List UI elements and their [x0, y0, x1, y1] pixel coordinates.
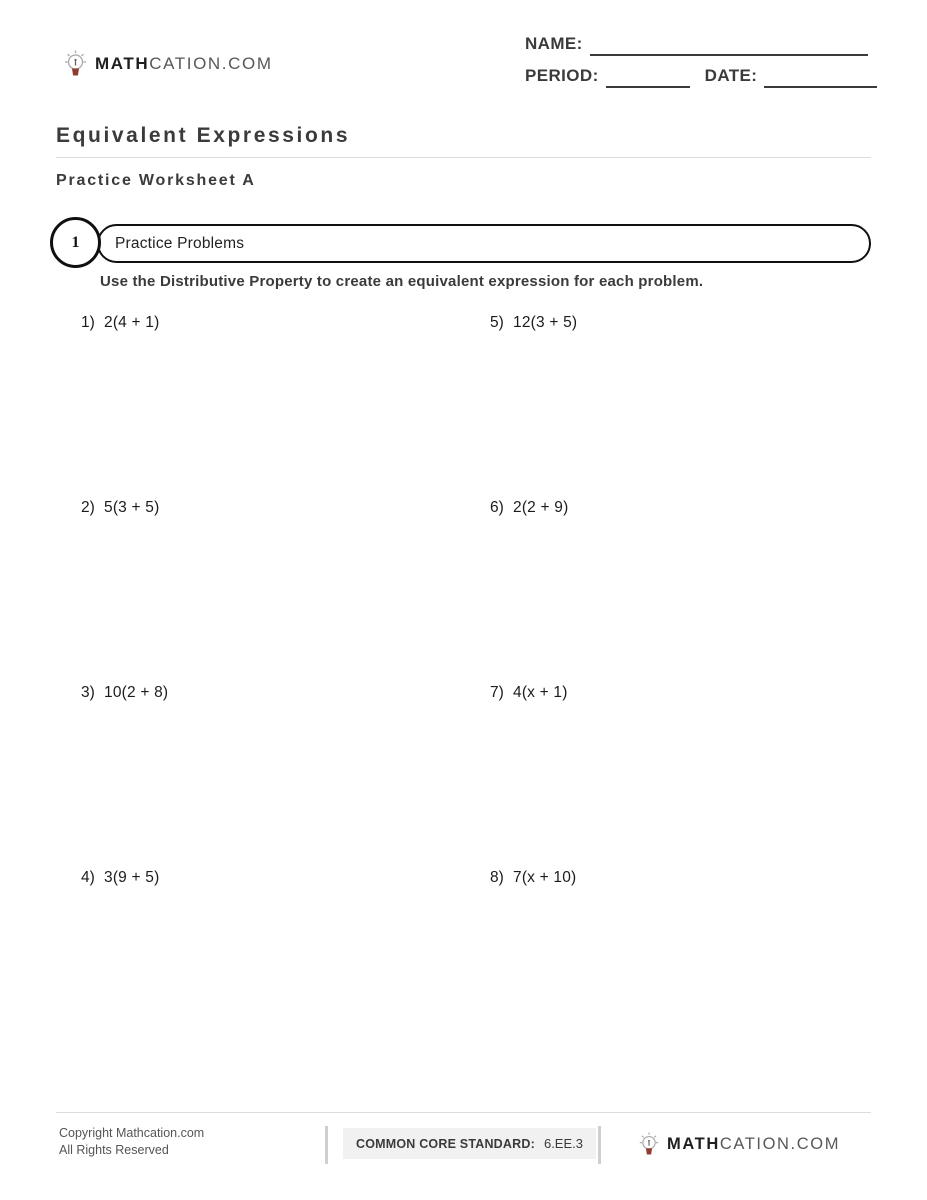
problem-6	[490, 499, 577, 684]
problem-3	[81, 684, 490, 869]
problems-grid	[81, 314, 577, 1054]
problem-2	[81, 499, 490, 684]
problem-number: 6)	[490, 499, 504, 516]
worksheet-subtitle: Practice Worksheet A	[56, 172, 256, 189]
problem-expression: 4(x + 1)	[513, 684, 568, 701]
problem-1	[81, 314, 490, 499]
period-label: PERIOD:	[525, 66, 599, 85]
name-row	[525, 32, 868, 56]
problem-number: 2)	[81, 499, 95, 516]
footer-divider	[56, 1112, 871, 1113]
name-blank-line[interactable]	[590, 34, 868, 56]
problem-expression: 2(2 + 9)	[513, 499, 569, 516]
footer-logo	[638, 1130, 840, 1158]
copyright-line-1: Copyright Mathcation.com	[59, 1126, 205, 1140]
date-label: DATE:	[704, 66, 758, 85]
section-instruction: Use the Distributive Property to create an equivalent expression for each problem.	[100, 273, 704, 290]
problem-expression: 7(x + 10)	[513, 869, 577, 886]
brand-wordmark: MATHCATION.COM	[667, 1134, 841, 1153]
problem-number: 8)	[490, 869, 504, 886]
problem-expression: 5(3 + 5)	[104, 499, 160, 516]
title-divider	[56, 157, 871, 158]
problem-number: 5)	[490, 314, 504, 331]
problem-8	[490, 869, 577, 1054]
footer-vertical-divider-left	[325, 1126, 328, 1164]
page-title: Equivalent Expressions	[56, 124, 351, 147]
problem-4	[81, 869, 490, 1054]
period-blank-line[interactable]	[606, 66, 690, 88]
section-number-badge	[50, 217, 101, 268]
problem-number: 4)	[81, 869, 95, 886]
standard-value: 6.EE.3	[543, 1136, 583, 1151]
section-label: Practice Problems	[115, 234, 245, 252]
problem-expression: 10(2 + 8)	[104, 684, 169, 701]
footer-vertical-divider-right	[598, 1126, 601, 1164]
date-blank-line[interactable]	[764, 66, 877, 88]
name-label: NAME:	[525, 34, 583, 53]
problem-number: 3)	[81, 684, 95, 701]
copyright-line-2: All Rights Reserved	[59, 1142, 169, 1157]
problem-number: 7)	[490, 684, 504, 701]
copyright-block	[59, 1125, 204, 1158]
problem-expression: 3(9 + 5)	[104, 869, 160, 886]
brand-wordmark: MATHCATION.COM	[95, 53, 273, 73]
section-banner	[97, 224, 871, 263]
section-number: 1	[71, 233, 80, 251]
lightbulb-icon	[63, 48, 88, 79]
period-date-row	[525, 64, 877, 88]
problem-expression: 2(4 + 1)	[104, 314, 160, 331]
standard-label: COMMON CORE STANDARD:	[356, 1136, 535, 1151]
problem-number: 1)	[81, 314, 95, 331]
problem-expression: 12(3 + 5)	[513, 314, 578, 331]
header-logo	[63, 48, 273, 79]
common-core-standard-box	[343, 1128, 596, 1159]
lightbulb-icon	[638, 1130, 660, 1158]
problem-7	[490, 684, 577, 869]
problem-5	[490, 314, 577, 499]
